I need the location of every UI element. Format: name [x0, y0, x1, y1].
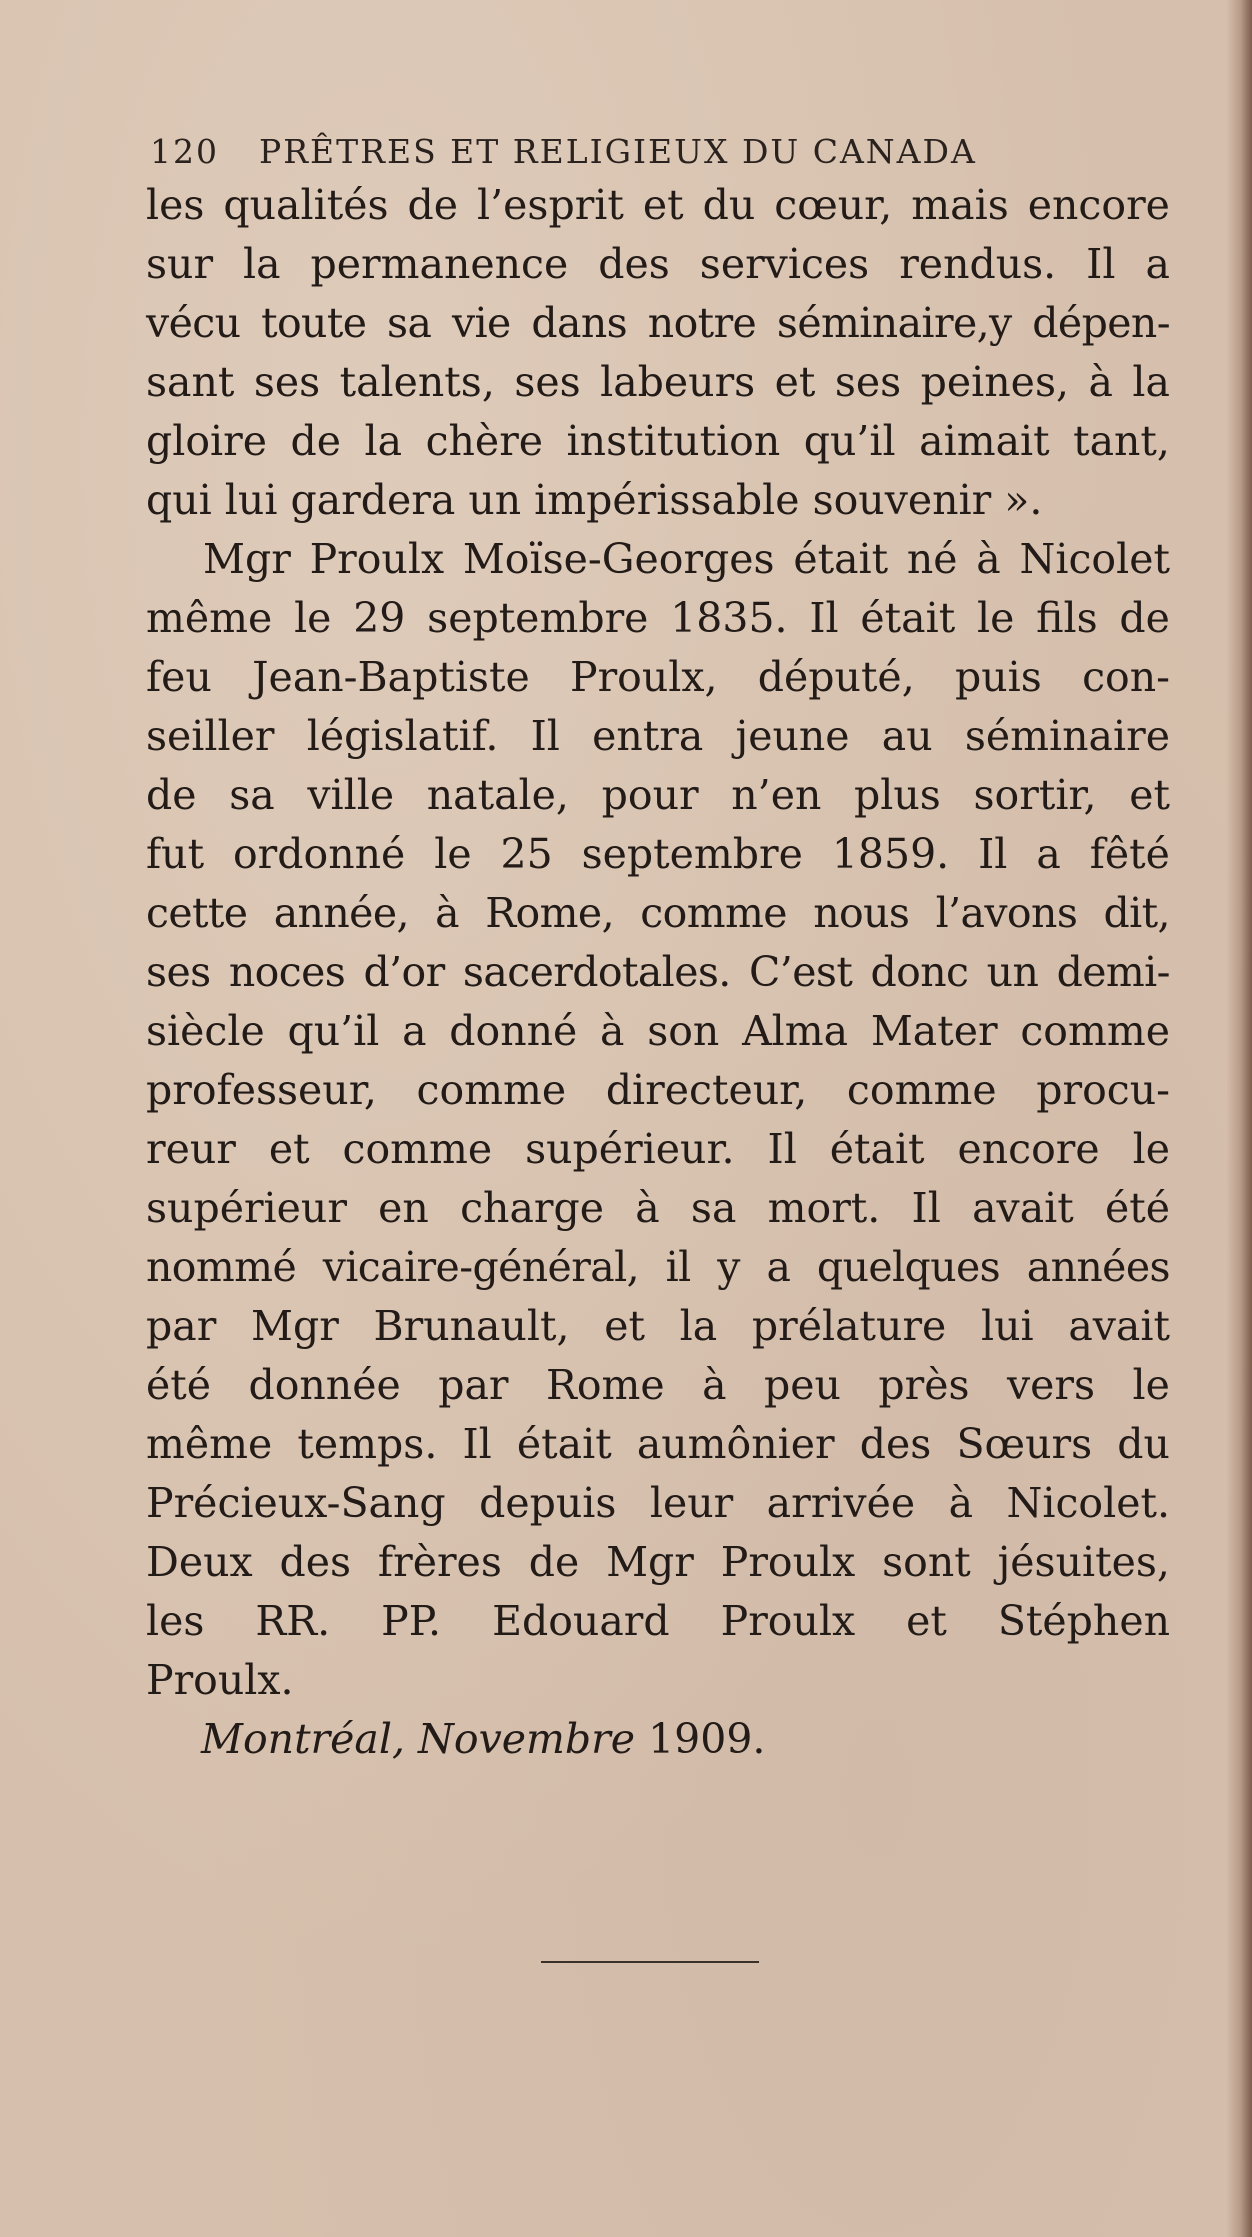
text-line: les RR. PP. Edouard Proulx et Stéphen	[146, 1597, 1170, 1645]
text-line: sant ses talents, ses labeurs et ses peines, à la	[146, 358, 1170, 406]
text-line: Proulx.	[146, 1656, 294, 1704]
text-line: sur la permanence des services rendus. Il a	[146, 240, 1170, 288]
text-line: de sa ville natale, pour n’en plus sortir, et	[146, 771, 1170, 819]
text-line: Mgr Proulx Moïse-Georges était né à Nicolet	[203, 535, 1170, 583]
text-line: Deux des frères de Mgr Proulx sont jésuites,	[146, 1538, 1170, 1586]
text-line: supérieur en charge à sa mort. Il avait été	[146, 1184, 1170, 1232]
text-line: même temps. Il était aumônier des Sœurs du	[146, 1420, 1170, 1468]
text-line: qui lui gardera un impérissable souvenir ».	[146, 476, 1043, 524]
text-line: siècle qu’il a donné à son Alma Mater comme	[146, 1007, 1170, 1055]
signoff-line	[146, 1710, 1170, 1769]
text-line: fut ordonné le 25 septembre 1859. Il a fêté	[146, 830, 1170, 878]
text-line: ses noces d’or sacerdotales. C’est donc un demi-	[146, 948, 1170, 996]
signoff-place-date: Montréal, Novembre	[201, 1715, 636, 1763]
text-line: gloire de la chère institution qu’il aimait tant,	[146, 417, 1170, 465]
page-number: 120	[150, 132, 219, 171]
text-line: été donnée par Rome à peu près vers le	[146, 1361, 1170, 1409]
body-text	[146, 176, 1170, 1769]
signoff-year: 1909.	[648, 1715, 766, 1763]
text-line: professeur, comme directeur, comme procu-	[146, 1066, 1170, 1114]
end-rule	[541, 1961, 759, 1963]
text-line: feu Jean-Baptiste Proulx, député, puis con-	[146, 653, 1170, 701]
text-line: les qualités de l’esprit et du cœur, mais encore	[146, 181, 1170, 229]
running-head	[150, 132, 1150, 182]
text-line: par Mgr Brunault, et la prélature lui avait	[146, 1302, 1170, 1350]
text-line: vécu toute sa vie dans notre séminaire,y dépen-	[146, 299, 1170, 347]
text-line: Précieux-Sang depuis leur arrivée à Nicolet.	[146, 1479, 1170, 1527]
text-line: nommé vicaire-général, il y a quelques années	[146, 1243, 1170, 1291]
text-line: reur et comme supérieur. Il était encore le	[146, 1125, 1170, 1173]
text-line: seiller législatif. Il entra jeune au séminaire	[146, 712, 1170, 760]
text-line: cette année, à Rome, comme nous l’avons dit,	[146, 889, 1170, 937]
text-line: même le 29 septembre 1835. Il était le fils de	[146, 594, 1170, 642]
running-title: PRÊTRES ET RELIGIEUX DU CANADA	[259, 132, 977, 171]
page-edge-shadow	[1226, 0, 1252, 2237]
